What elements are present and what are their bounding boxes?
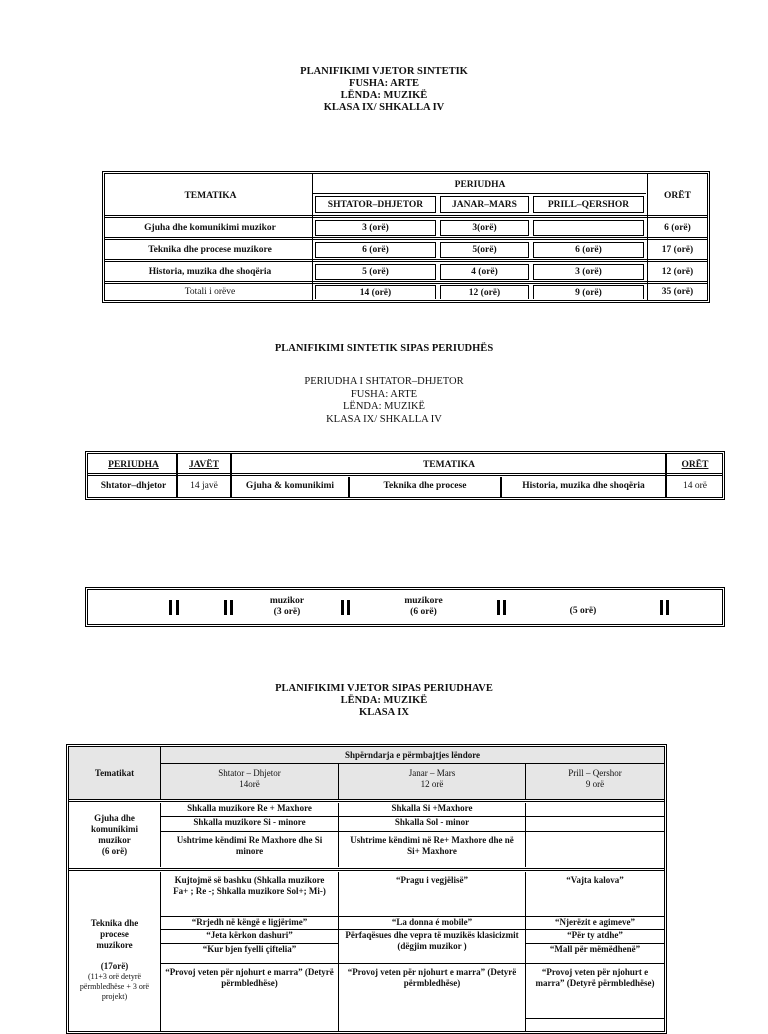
- t4-r3-c1: Ushtrime këndimi Re Maxhore dhe Si minore: [161, 832, 339, 867]
- t4-t2-r3-c2: Përfaqësues dhe vepra të muzikës klasicizmit (dëgjim muzikor ): [339, 930, 526, 964]
- t4-topic1-name: Gjuha dhe komunikimi muzikor: [90, 813, 139, 845]
- col-shtator-dhjetor: SHTATOR–DHJETOR: [315, 196, 436, 213]
- t4-col-prill: [526, 764, 664, 799]
- t4-topic2-name: Teknika dhe procese muzikore: [90, 918, 139, 950]
- oret-header: ORËT: [664, 191, 691, 201]
- t4-t2-r4-c3: “Mall për mëmëdhenë”: [526, 944, 664, 964]
- row1-p1: 3 (orë): [315, 220, 436, 236]
- t4-t2-r2-c2: “La donna é mobile”: [339, 917, 526, 930]
- section1-class: KLASA IX/ SHKALLA IV: [323, 102, 445, 113]
- t4-distribution-header: Shpërndarja e përmbajtjes lëndore: [161, 747, 664, 764]
- t4-t2-r1-c3: “Vajta kalova”: [526, 872, 664, 917]
- t4-col-prill-name: Prill – Qershor: [568, 768, 622, 778]
- section1-field: FUSHA: ARTE: [349, 78, 419, 89]
- row-topic-2: Teknika dhe procese muzikore: [148, 245, 272, 255]
- section2-header: [0, 376, 768, 426]
- total-label: Totali i orëve: [184, 287, 236, 297]
- col-prill-qershor: PRILL–QERSHOR: [533, 196, 644, 213]
- t4-t2-r3-c1: “Jeta kërkon dashuri”: [161, 930, 339, 944]
- row2-total: 17 (orë): [661, 245, 694, 255]
- t3-cell3: (5 orë): [569, 606, 597, 616]
- row1-p3: [533, 220, 644, 236]
- row2-p3: 6 (orë): [533, 242, 644, 258]
- t2-topic3: Historia, muzika dhe shoqëria: [522, 481, 645, 491]
- t4-r2-c1: Shkalla muzikore Si - minore: [161, 817, 339, 832]
- total-all: 35 (orë): [661, 287, 694, 297]
- annual-summary-table: [102, 171, 710, 303]
- t3-cell2-hours: (6 orë): [410, 607, 437, 617]
- row-topic-3: Historia, muzika dhe shoqëria: [148, 267, 272, 277]
- section2-field: FUSHA: ARTE: [350, 388, 418, 400]
- t4-t2-r5-c2: “Provoj veten për njohurt e marra” (Detyrë përmbledhëse): [339, 964, 526, 1034]
- t3-cell2: [352, 594, 495, 620]
- section3-class: KLASA IX: [359, 707, 409, 718]
- t2-periudha: Shtator–dhjetor: [100, 481, 167, 491]
- tematika-header: TEMATIKA: [184, 191, 237, 201]
- t4-r1-c2: Shkalla Si +Maxhore: [339, 803, 526, 817]
- col-janar-mars: JANAR–MARS: [440, 196, 529, 213]
- t2-topic2: Teknika dhe procese: [383, 481, 467, 491]
- row1-p2: 3(orë): [440, 220, 529, 236]
- row-topic-1: Gjuha dhe komunikimi muzikor: [144, 223, 276, 233]
- t4-t2-r4-c1: “Kur bjen fyelli çiftelia”: [161, 944, 339, 964]
- t3-cell1-hours: (3 orë): [273, 607, 301, 617]
- t4-topic2-hours: (17orë): [100, 961, 129, 971]
- total-p2: 12 (orë): [440, 285, 529, 299]
- section2-subject: LËNDA: MUZIKË: [343, 401, 425, 412]
- t2-javet: 14 javë: [190, 481, 218, 491]
- t4-r1-c1: Shkalla muzikore Re + Maxhore: [161, 803, 339, 817]
- t2-oret-header: ORËT: [681, 459, 709, 470]
- t4-t2-r1-c1: Kujtojmë së bashku (Shkalla muzikore Fa+ ; Re -; Shkalla muzikore Sol+; Mi-): [161, 872, 339, 917]
- periudha-header: PERIUDHA: [454, 180, 506, 190]
- section2-period: PERIUDHA I SHTATOR–DHJETOR: [304, 376, 464, 387]
- row3-p3: 3 (orë): [533, 264, 644, 280]
- period-summary-table: [85, 451, 725, 500]
- t4-col-shtator: [161, 764, 339, 799]
- t4-r3-c3: [526, 832, 664, 867]
- t4-r2-c2: Shkalla Sol - minor: [339, 817, 526, 832]
- t4-col-shtator-name: Shtator – Dhjetor: [218, 768, 281, 778]
- period-hours-row: [85, 587, 725, 627]
- t4-col-janar-name: Janar – Mars: [408, 768, 456, 778]
- t4-t2-r2-c3: “Njerëzit e agimeve”: [526, 917, 664, 930]
- t4-r3-c2: Ushtrime këndimi në Re+ Maxhore dhe në Si+ Maxhore: [339, 832, 526, 867]
- row2-p1: 6 (orë): [315, 242, 436, 258]
- total-p1: 14 (orë): [315, 285, 436, 299]
- t4-col-janar-hours: 12 orë: [420, 779, 444, 789]
- t4-topic1: [69, 803, 161, 867]
- annual-plan-by-period-table: [66, 744, 667, 1034]
- t2-oret: 14 orë: [682, 481, 707, 491]
- section3-header: [0, 683, 768, 719]
- t4-topic2-note: (11+3 orë detyrë përmbledhëse + 3 orë projekt): [79, 972, 150, 1001]
- t3-cell2-label: muzikore: [404, 596, 443, 606]
- t4-t2-r5-c3: “Provoj veten për njohurt e marra” (Detyrë përmbledhëse): [526, 964, 664, 1019]
- section2-title: PLANIFIKIMI SINTETIK SIPAS PERIUDHËS: [274, 343, 494, 354]
- row3-p2: 4 (orë): [440, 264, 529, 280]
- t4-r1-c3: [526, 803, 664, 817]
- t4-t2-r2-c1: “Rrjedh në këngë e ligjërime”: [161, 917, 339, 930]
- t4-t2-r1-c2: “Pragu i vegjëlisë”: [339, 872, 526, 917]
- row1-total: 6 (orë): [664, 223, 691, 233]
- t4-t2-r5-c1: “Provoj veten për njohurt e marra” (Detyrë përmbledhëse): [161, 964, 339, 1034]
- t4-col-prill-hours: 9 orë: [585, 779, 605, 789]
- total-p3: 9 (orë): [533, 285, 644, 299]
- t2-periudha-header: PERIUDHA: [108, 459, 159, 470]
- t3-cell1-label: muzikor: [269, 596, 305, 606]
- t3-cell1: [235, 594, 339, 620]
- row3-p1: 5 (orë): [315, 264, 436, 280]
- t4-tematikat-header: Tematikat: [69, 747, 161, 799]
- t4-col-shtator-hours: 14orë: [239, 779, 260, 789]
- t4-topic1-hours: (6 orë): [101, 846, 128, 856]
- section2-class: KLASA IX/ SHKALLA IV: [326, 413, 442, 425]
- t4-col-janar: [339, 764, 526, 799]
- row2-p2: 5(orë): [440, 242, 529, 258]
- section1-title: PLANIFIKIMI VJETOR SINTETIK: [300, 66, 468, 77]
- t4-t2-r3-c3: “Për ty atdhe”: [526, 930, 664, 944]
- t4-r2-c3: [526, 817, 664, 832]
- row3-total: 12 (orë): [661, 267, 694, 277]
- section1-header: [0, 66, 768, 114]
- t4-topic2: [69, 872, 161, 1032]
- section3-subject: LËNDA: MUZIKË: [340, 695, 428, 706]
- t2-topic1: Gjuha & komunikimi: [245, 481, 335, 491]
- section3-title: PLANIFIKIMI VJETOR SIPAS PERIUDHAVE: [275, 683, 493, 694]
- t2-javet-header: JAVËT: [189, 459, 219, 470]
- t2-tematika-header: TEMATIKA: [422, 459, 476, 470]
- section1-subject: LËNDA: MUZIKË: [340, 90, 428, 101]
